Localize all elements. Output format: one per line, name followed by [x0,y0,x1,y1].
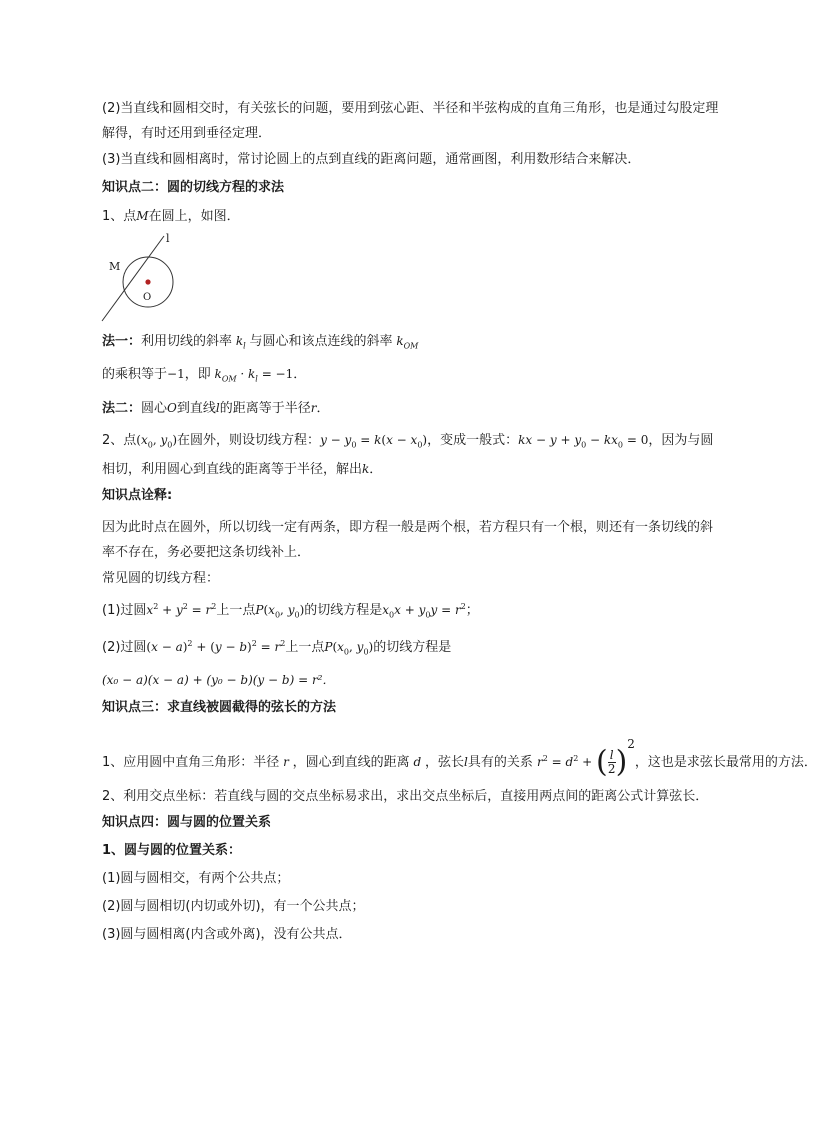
method1: 法一：利用切线的斜率 $k_l$ 与圆心和该点连线的斜率 $k_{OM}$ [102,334,419,351]
var-r: r [279,754,293,769]
tangent-eq-general: (x₀ − a)(x − a) + (y₀ − b)(y − b) = r²． [102,672,335,687]
point-p: $P(x_0$, $y_0$) [255,603,305,620]
tangent-line [102,236,164,321]
kp2-item1: 1、点M在圆上，如图． [102,209,240,224]
tangent-figure [102,232,720,326]
fraction-l-over-2: $\frac{l}{2}$ [607,747,616,776]
point-slope-equation: $y - y_0 = k(x - x_0)$ [320,432,428,450]
kp2-item2: 2、点($x_0$, $y_0$)在圆外，则设切线方程：$y - y_0 = k(x - x_0)$，变成一般式：kx − $y + y_0 - kx_0 = 0$，因为与圆相切，利用圆心到直线的距离等于半径，解出k． [102,432,714,478]
kp3-item2: 2、利用交点坐标：若直线与圆的交点坐标易求出，求出交点坐标后，直接用两点间的距离公式计算弦长． [102,788,709,804]
point-x0y0: ($x_0$, $y_0$) [136,432,178,450]
tangent-diagram [102,236,232,326]
kp4-subheading: 1、圆与圆的位置关系： [102,842,242,858]
general-form-equation: kx − $y + y_0 - kx_0 = 0$ [518,432,649,450]
label-o: O [143,292,152,303]
var-d: d [409,754,425,769]
common-heading: 常见圆的切线方程： [102,571,220,587]
paragraph-intersect: (2)当直线和圆相交时，有关弦长的问题，要用到弦心距、半径和半弦构成的直角三角形，也是通过勾股定理解得，有时还用到垂径定理． [102,101,719,141]
chord-relation: $r^2 = d^2$ + [537,753,596,769]
circle-eq-general: $(x - a)^2 + (y - b)^2 = r^2$ [146,638,286,654]
circle-center-dot [145,279,150,284]
slope-kom: $k_{OM}$ [392,334,419,351]
explain-heading: 知识点诠释: [102,488,173,504]
paragraph-separate: (3)当直线和圆相离时，常讨论圆上的点到直线的距离问题，通常画图，利用数形结合来解决． [102,152,641,167]
kp3-heading: 知识点三：求直线被圆截得的弦长的方法 [102,699,337,715]
common-item1: (1)过圆$x^2 + y^2 = r^2$上一点$P(x_0$, $y_0$)的切线方程是$x_0x + y_0y = r^2$； [102,602,479,620]
method2: 法二：圆心O到直线l的距离等于半径r． [102,400,330,416]
common-item2: (2)过圆$(x - a)^2 + (y - b)^2 = r^2$上一点$P(x_0$, $y_0$)的切线方程是 [102,638,452,656]
explain-paragraph: 因为此时点在圆外，所以切线一定有两条，即方程一般是两个根，若方程只有一个根，则还有一条切线的斜率不存在，务必要把这条切线补上． [102,520,714,561]
product-formula: $k_{OM} \cdot k_l$ [210,367,258,384]
tangent-eq-origin: $x_0x + y_0y = r^2$ [382,602,466,620]
kp4-item2: (2)圆与圆相切(内切或外切)，有一个公共点； [102,898,365,914]
var-l: l [464,754,468,769]
circle-eq-origin: $x^2 + y^2 = r^2$ [146,602,217,618]
kp4-item3: (3)圆与圆相离(内含或外离)，没有公共点． [102,926,352,942]
point-p-2: $P(x_0$, $y_0$) [324,639,374,656]
method1-line2: 的乘积等于−1，即 $k_{OM} \cdot k_l = -1$． [102,367,307,384]
label-l: l [166,232,170,245]
kp2-heading: 知识点二：圆的切线方程的求法 [102,180,285,195]
document-body [80,96,817,954]
kp4-heading: 知识点四：圆与圆的位置关系 [102,814,272,830]
kp4-item1: (1)圆与圆相交，有两个公共点； [102,870,290,886]
label-m: M [109,260,121,273]
slope-k1: $k_l$ [232,334,246,351]
kp3-item1: 1、应用圆中直角三角形：半径 r ，圆心到直线的距离 d ，弦长l具有的关系 $r^2 = d^2$ + ( $\frac{l}{2})^2$，这也是求弦长最常用的方法． [102,736,817,780]
